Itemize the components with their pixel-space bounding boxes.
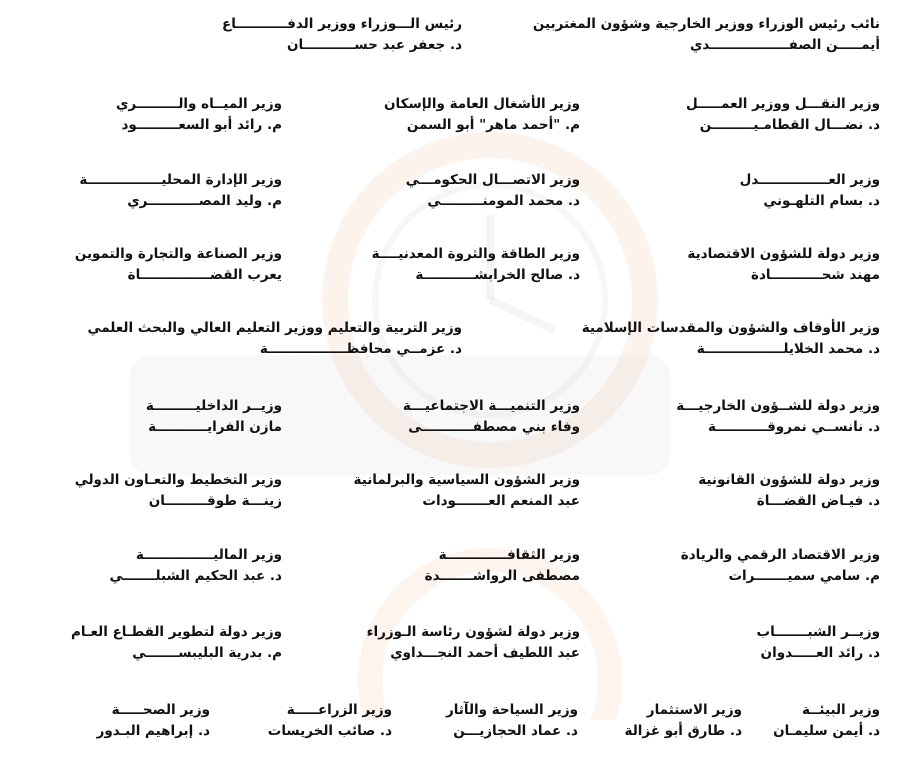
cell-foreign-state	[676, 396, 880, 438]
cell-political-affairs	[354, 470, 580, 512]
minister-name: د. محمد المومنـــــــــي	[427, 193, 580, 209]
minister-name: د. عبد الحكيم الشبلـــــــي	[109, 568, 282, 584]
position-title: وزير الميــاه والـــــــــري	[116, 96, 282, 112]
minister-name: يعرب القضـــــــــــــــاة	[127, 267, 282, 283]
position-title: نائب رئيس الوزراء ووزير الخارجية وشؤون المغتربين	[532, 16, 880, 32]
minister-name: م. "أحمد ماهر" أبو السمن	[406, 117, 580, 133]
position-title: وزير دولة لشؤون رئاسة الـوزراء	[366, 624, 580, 640]
minister-name: د. طارق أبو غزالة	[624, 723, 742, 739]
position-title: وزير الشؤون السياسية والبرلمانية	[353, 472, 580, 488]
minister-name: د. فيـاض القضـــاة	[756, 493, 880, 509]
cell-public-sector	[71, 622, 282, 664]
row-5	[0, 318, 900, 378]
position-title: وزير الطاقة والثروة المعدنيــــة	[371, 246, 580, 262]
cell-interior	[146, 396, 282, 438]
cell-local-admin	[79, 170, 282, 212]
minister-name: زينـــة طوقـــــــــان	[148, 493, 282, 509]
position-title: وزير السياحة والآثار	[445, 702, 578, 718]
cell-health	[97, 700, 210, 742]
cell-justice	[740, 170, 880, 212]
minister-name: مازن الفرايـــــــــــة	[148, 419, 282, 435]
minister-name: د. رائد العـــــدوان	[760, 645, 880, 661]
minister-name: د. نانســي نمروقـــــــــــة	[708, 419, 880, 435]
cell-social-development	[403, 396, 580, 438]
position-title: وزير الصناعة والتجارة والتموين	[74, 246, 282, 262]
position-title: وزير الاستثمار	[646, 702, 742, 718]
position-title: وزير دولة للشؤون الاقتصادية	[687, 246, 880, 262]
position-title: وزير الصحـــــة	[111, 702, 210, 718]
cell-pm-affairs	[367, 622, 580, 664]
row-1	[0, 14, 900, 74]
row-4	[0, 244, 900, 304]
position-title: رئيس الـــوزراء ووزير الدفـــــــــــاع	[221, 16, 462, 32]
row-9	[0, 622, 900, 682]
cell-tourism	[446, 700, 578, 742]
row-7	[0, 470, 900, 530]
position-title: وزير النقـــل ووزير العمـــــل	[685, 96, 880, 112]
minister-name: م. رائد أبو السعـــــــــود	[121, 117, 282, 133]
minister-name: د. جعفر عبد حســـــــــــان	[287, 37, 462, 53]
minister-name: عبد اللطيف أحمد النجـــداوي	[390, 645, 580, 661]
minister-name: د. بسام التلهـوني	[763, 193, 880, 209]
minister-name: مصطفى الرواشـــــــدة	[424, 568, 580, 584]
position-title: وزير التنميـــة الاجتماعيـــة	[402, 398, 580, 414]
minister-name: د. نضـــال القطامـيـــــــــن	[699, 117, 880, 133]
minister-name: وفاء بني مصطفـــــــــــى	[408, 419, 580, 435]
row-2	[0, 94, 900, 154]
cell-communication	[406, 170, 580, 212]
position-title: وزير دولة للشــؤون الخارجيـــة	[676, 398, 880, 414]
cell-digital-economy	[681, 545, 880, 587]
position-title: وزير دولة للشؤون القانونية	[698, 472, 880, 488]
minister-name: د. عماد الحجازيـــن	[453, 723, 578, 739]
cell-culture	[425, 545, 580, 587]
minister-name: مهند شحـــــــــــادة	[750, 267, 880, 283]
position-title: وزير دولة لتطوير القطـاع العـام	[70, 624, 282, 640]
cell-planning	[75, 470, 282, 512]
cell-transport-labor	[686, 94, 880, 136]
minister-name: د. صائب الخريسات	[267, 723, 392, 739]
minister-name: م. وليد المصـــــــــــري	[127, 193, 282, 209]
minister-name: د. إبراهيم البـدور	[96, 723, 210, 739]
cell-finance	[110, 545, 282, 587]
cell-education	[88, 318, 462, 360]
position-title: وزير البيئــة	[802, 702, 880, 718]
minister-name: د. صالح الخرابشـــــــــــة	[415, 267, 580, 283]
position-title: وزير الماليـــــــــــــــة	[135, 547, 282, 563]
position-title: وزير الثقافـــــــــــــة	[438, 547, 580, 563]
cell-youth	[757, 622, 880, 664]
position-title: وزير الأشغال العامة والإسكان	[384, 96, 580, 112]
cell-deputy-pm-foreign	[533, 14, 880, 56]
minister-name: م. بدرية البليبســـــــي	[132, 645, 282, 661]
minister-name: د. عزمــي محافظـــــــــــــــــة	[259, 341, 462, 357]
cell-environment	[773, 700, 880, 742]
position-title: وزير الأوقاف والشؤون والمقدسات الإسلامية	[581, 320, 880, 336]
minister-name: د. محمد الخلايلـــــــــــــــــة	[696, 341, 880, 357]
row-3	[0, 170, 900, 230]
cell-legal-affairs	[698, 470, 880, 512]
position-title: وزيــر الشبـــــــاب	[756, 624, 880, 640]
position-title: وزير الاقتصاد الرقمي والريادة	[680, 547, 880, 563]
position-title: وزير الاتصـــال الحكومـــي	[405, 172, 580, 188]
cell-energy	[372, 244, 580, 286]
minister-name: د. أيمن سليمـان	[773, 723, 880, 739]
cell-agriculture	[268, 700, 392, 742]
cell-water	[116, 94, 282, 136]
row-6	[0, 396, 900, 456]
minister-name: أيمـــــن الصفـــــــــــــــــدي	[690, 37, 880, 53]
position-title: وزير العـــــــــــــــدل	[739, 172, 880, 188]
position-title: وزير الإدارة المحليــــــــــــــــة	[79, 172, 282, 188]
position-title: وزيــر الداخليـــــــــة	[145, 398, 282, 414]
cell-prime-minister	[222, 14, 462, 56]
row-10	[0, 700, 900, 760]
minister-name: عبد المنعم العـــــــودات	[422, 493, 580, 509]
cell-industry-trade	[75, 244, 282, 286]
row-8	[0, 545, 900, 605]
cell-public-works	[384, 94, 580, 136]
position-title: وزير التخطيط والتعـاون الدولي	[74, 472, 282, 488]
position-title: وزير التربية والتعليم ووزير التعليم العالي والبحث العلمي	[87, 320, 462, 336]
cell-awqaf	[582, 318, 880, 360]
cell-investment	[625, 700, 742, 742]
cell-economic-affairs	[687, 244, 880, 286]
minister-name: م. سامي سميـــــــرات	[728, 568, 880, 584]
position-title: وزير الزراعـــــة	[286, 702, 392, 718]
